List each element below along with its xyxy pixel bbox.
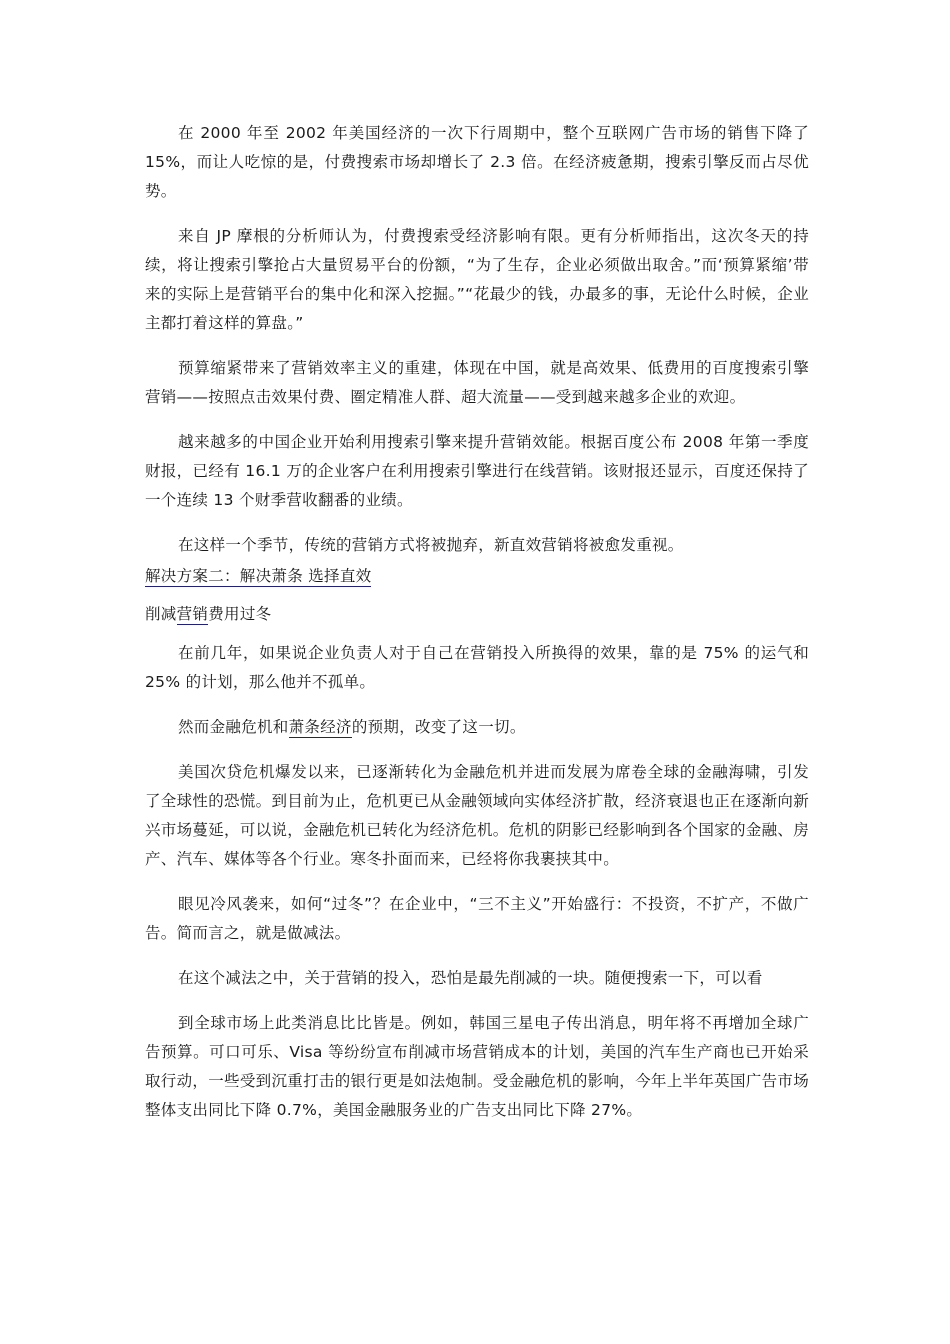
section-heading-link[interactable]: 解决方案二：解决萧条 选择直效 (145, 567, 372, 585)
subheading-after: 费用过冬 (208, 605, 272, 623)
paragraph-baidu-report: 越来越多的中国企业开始利用搜索引擎来提升营销效能。根据百度公布 2008 年第一季度财报，已经有 16.1 万的企业客户在利用搜索引擎进行在线营销。该财报还显示，百度还保持了一个连续 13 个财季营收翻番的业绩。 (145, 433, 809, 509)
depression-economy-link[interactable]: 萧条经济 (288, 718, 352, 736)
paragraph-subtraction: 在这个减法之中，关于营销的投入，恐怕是最先削减的一块。随便搜索一下，可以看 (178, 969, 763, 987)
marketing-link[interactable]: 营销 (176, 605, 209, 623)
paragraph-financial-crisis (145, 713, 809, 742)
paragraph-subprime: 美国次贷危机爆发以来，已逐渐转化为金融危机并进而发展为席卷全球的金融海啸，引发了全球性的恐慌。到目前为止，危机更已从金融领域向实体经济扩散，经济衰退也正在逐渐向新兴市场蔓延，可以说，金融危机已转化为经济危机。危机的阴影已经影响到各个国家的金融、房产、汽车、媒体等各个行业。寒冬扑面而来，已经将你我裹挟其中。 (145, 763, 809, 868)
section-heading (145, 564, 809, 588)
paragraph-jp-morgan: 来自 JP 摩根的分析师认为，付费搜索受经济影响有限。更有分析师指出，这次冬天的持续，将让搜索引擎抢占大量贸易平台的份额，“为了生存，企业必须做出取舍。”而‘预算紧缩’带来的实际上是营销平台的集中化和深入挖掘。”“花最少的钱，办最多的事，无论什么时候，企业主都打着这样的算盘。” (145, 227, 809, 332)
crisis-before: 然而金融危机和 (178, 718, 289, 736)
document-page (145, 119, 809, 1141)
paragraph-75-percent: 在前几年，如果说企业负责人对于自己在营销投入所换得的效果，靠的是 75% 的运气和 25% 的计划，那么他并不孤单。 (145, 644, 809, 691)
paragraph-cold-wind: 眼见冷风袭来，如何“过冬”？在企业中，“三不主义”开始盛行：不投资，不扩产，不做广告。简而言之，就是做减法。 (145, 895, 809, 942)
paragraph-budget-tightening: 预算缩紧带来了营销效率主义的重建，体现在中国，就是高效果、低费用的百度搜索引擎营销——按照点击效果付费、圈定精准人群、超大流量——受到越来越多企业的欢迎。 (145, 359, 809, 406)
subheading (145, 602, 809, 626)
paragraph-global-market: 到全球市场上此类消息比比皆是。例如，韩国三星电子传出消息，明年将不再增加全球广告预算。可口可乐、Visa 等纷纷宣布削减市场营销成本的计划，美国的汽车生产商也已开始采取行动，一些受到沉重打击的银行更是如法炮制。受金融危机的影响，今年上半年英国广告市场整体支出同比下降 0.7%，美国金融服务业的广告支出同比下降 27%。 (145, 1014, 809, 1119)
subheading-before: 削减 (145, 605, 177, 623)
crisis-after: 的预期，改变了这一切。 (351, 718, 526, 736)
paragraph-2000-2002: 在 2000 年至 2002 年美国经济的一次下行周期中，整个互联网广告市场的销售下降了 15%，而让人吃惊的是，付费搜索市场却增长了 2.3 倍。在经济疲惫期，搜索引擎反而占尽优势。 (145, 124, 809, 200)
paragraph-season: 在这样一个季节，传统的营销方式将被抛弃，新直效营销将被愈发重视。 (178, 536, 684, 554)
